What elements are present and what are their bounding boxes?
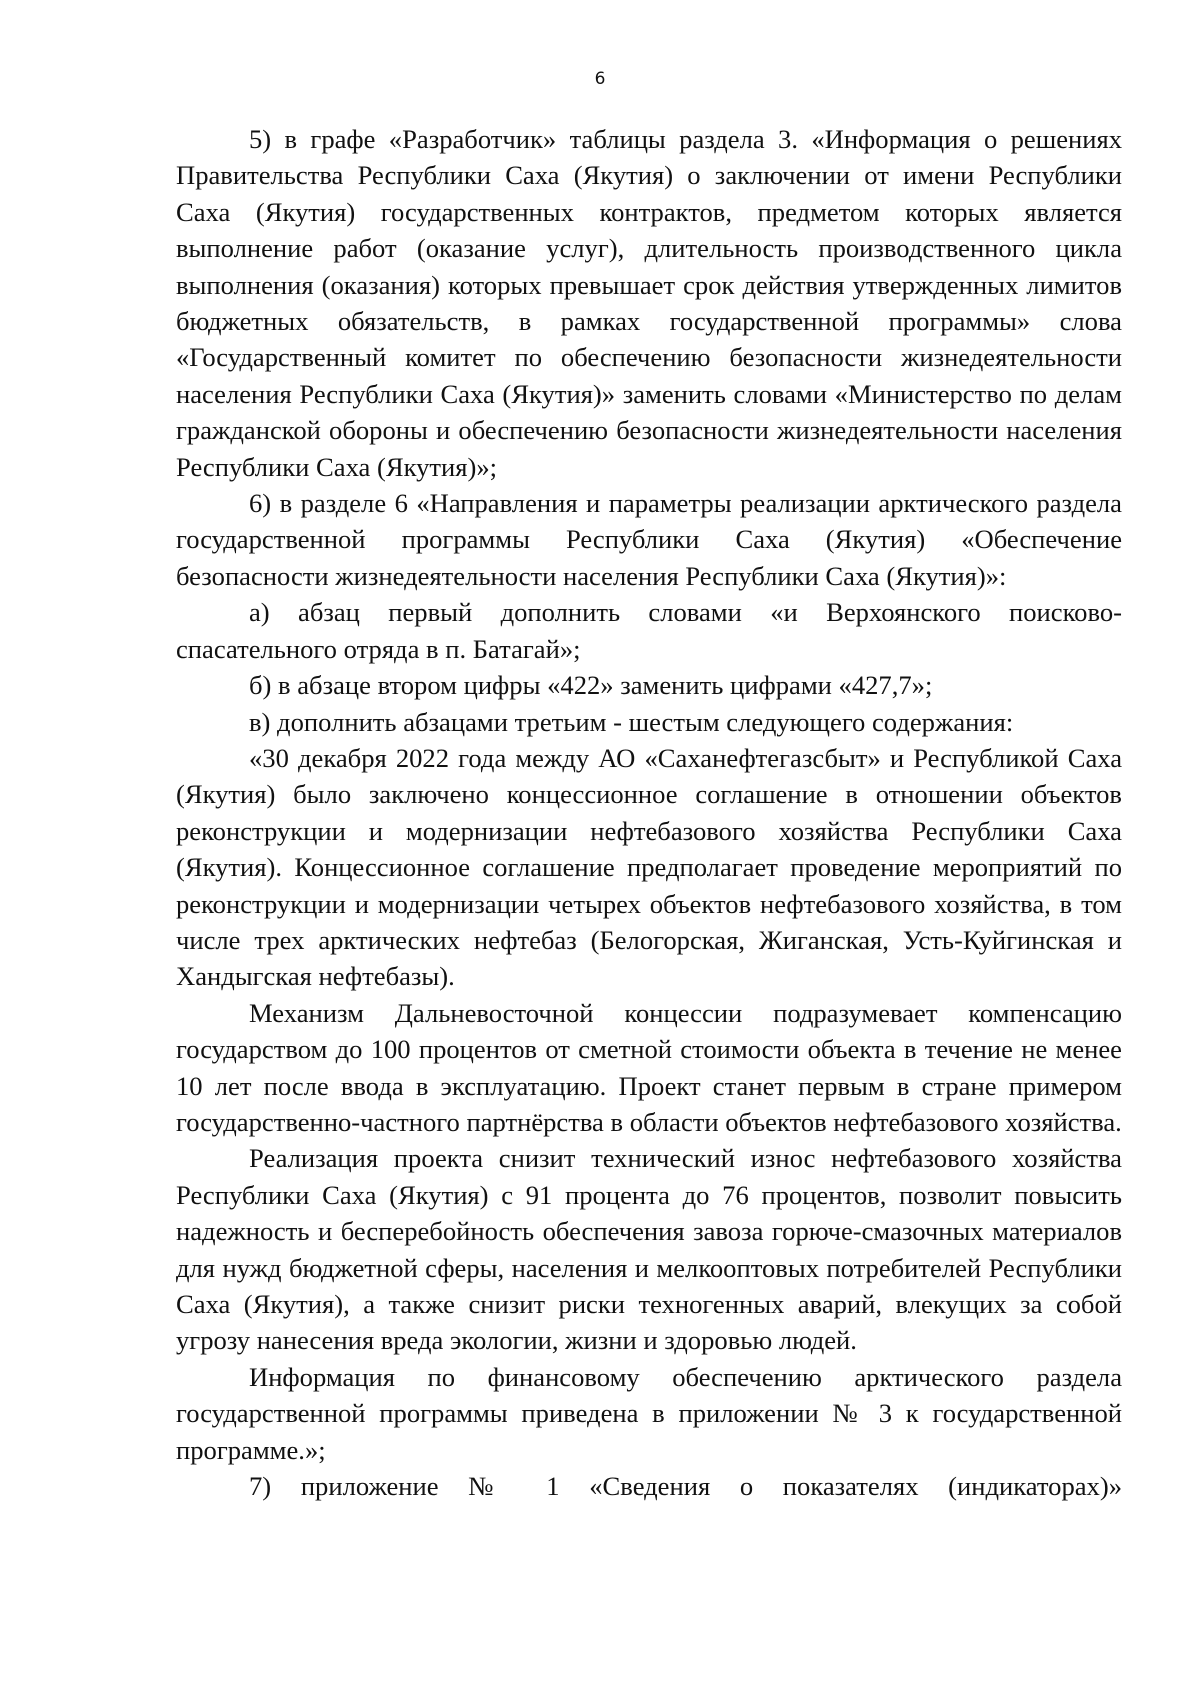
document-body — [176, 121, 1122, 1504]
paragraph-project-effects: Реализация проекта снизит технический износ нефтебазового хозяйства Республики Саха (Якутия) с 91 процента до 76 процентов, позволит повысить надежность и бесперебойность обеспечения завоза горюче-смазочных материалов для нужд бюджетной сферы, населения и мелкооптовых потребителей Республики Саха (Якутия), а также снизит риски техногенных аварий, влекущих за собой угрозу нанесения вреда экологии, жизни и здоровью людей. — [176, 1143, 1122, 1356]
paragraph-subitem-a: а) абзац первый дополнить словами «и Верхоянского поисково-спасательного отряда в п. Батагай»; — [176, 597, 1122, 664]
paragraph-concession-mechanism: Механизм Дальневосточной концессии подразумевает компенсацию государством до 100 процентов от сметной стоимости объекта в течение не менее 10 лет после ввода в эксплуатацию. Проект станет первым в стране примером государственно-частного партнёрства в области объектов нефтебазового хозяйства. — [176, 997, 1122, 1137]
page-number: 6 — [594, 69, 606, 89]
paragraph-concession-agreement: «30 декабря 2022 года между АО «Саханефтегазсбыт» и Республикой Саха (Якутия) было заключено концессионное соглашение в отношении объектов реконструкции и модернизации нефтебазового хозяйства Республики Саха (Якутия). Концессионное соглашение предполагает проведение мероприятий по реконструкции и модернизации четырех объектов нефтебазового хозяйства, в том числе трех арктических нефтебаз (Белогорская, Жиганская, Усть-Куйгинская и Хандыгская нефтебазы). — [176, 742, 1122, 992]
paragraph-item-7-appendix: 7) приложение № 1 «Сведения о показателях (индикаторах)» — [249, 1471, 1122, 1502]
paragraph-item-6-section-6: 6) в разделе 6 «Направления и параметры реализации арктического раздела государственной программы Республики Саха (Якутия) «Обеспечение безопасности жизнедеятельности населения Республики Саха (Якутия)»: — [176, 488, 1122, 591]
paragraph-item-5-developer-column: 5) в графе «Разработчик» таблицы раздела 3. «Информация о решениях Правительства Республики Саха (Якутия) о заключении от имени Республики Саха (Якутия) государственных контрактов, предметом которых является выполнение работ (оказание услуг), длительность производственного цикла выполнения (оказания) которых превышает срок действия утвержденных лимитов бюджетных обязательств, в рамках государственной программы» слова «Государственный комитет по обеспечению безопасности жизнедеятельности населения Республики Саха (Якутия)» заменить словами «Министерство по делам гражданской обороны и обеспечению безопасности жизнедеятельности населения Республики Саха (Якутия)»; — [176, 124, 1122, 482]
paragraph-subitem-v: в) дополнить абзацами третьим - шестым следующего содержания: — [249, 706, 1014, 737]
paragraph-financing-info: Информация по финансовому обеспечению арктического раздела государственной программы приведена в приложении № 3 к государственной программе.»; — [176, 1361, 1122, 1465]
paragraph-subitem-b: б) в абзаце втором цифры «422» заменить цифрами «427,7»; — [249, 670, 933, 701]
